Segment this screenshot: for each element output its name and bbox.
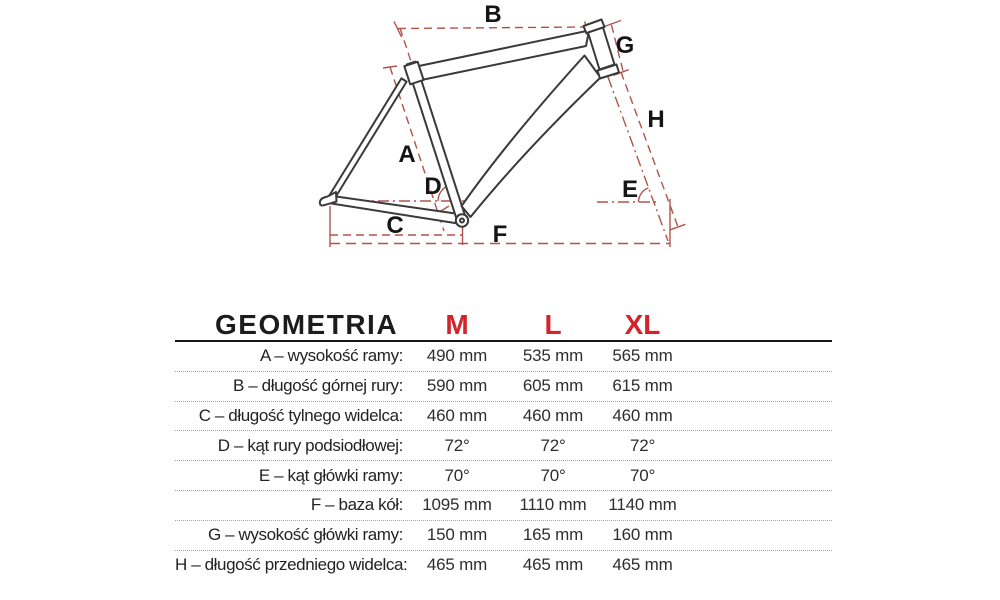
label-b: B xyxy=(484,1,502,28)
row-label: A – wysokość ramy: xyxy=(259,346,403,366)
row-value-xl: 160 mm xyxy=(612,525,673,545)
row-value-l: 70° xyxy=(540,465,566,485)
row-label: H – długość przedniego widelca: xyxy=(175,555,408,575)
table-row-c xyxy=(175,402,832,432)
frame-group xyxy=(320,20,619,227)
geometry-table-header xyxy=(175,310,832,342)
row-value-m: 70° xyxy=(444,465,470,485)
column-header-m: M xyxy=(445,309,469,340)
table-row-a xyxy=(175,342,832,372)
row-value-xl: 72° xyxy=(629,435,656,455)
dim-e-arc xyxy=(639,188,649,202)
column-header-l: L xyxy=(544,309,562,340)
head-tube xyxy=(588,28,615,70)
column-header-xl: XL xyxy=(624,309,661,340)
row-label: B – długość górnej rury: xyxy=(233,376,403,396)
row-value-l: 72° xyxy=(540,435,566,455)
row-label: E – kąt główki ramy: xyxy=(258,465,403,485)
row-value-l: 1110 mm xyxy=(519,495,587,515)
dim-a-tick-top xyxy=(383,66,397,68)
table-row-f xyxy=(175,491,832,521)
down-tube xyxy=(462,56,601,218)
geometry-table xyxy=(175,310,832,580)
row-label: F – baza kół: xyxy=(310,495,403,515)
fork-axis xyxy=(608,77,668,241)
row-value-l: 605 mm xyxy=(522,376,584,396)
table-title: GEOMETRIA xyxy=(215,309,399,340)
row-value-m: 150 mm xyxy=(426,525,488,545)
row-value-m: 460 mm xyxy=(426,405,488,425)
label-e: E xyxy=(621,176,639,203)
row-value-m: 1095 mm xyxy=(422,495,492,515)
label-h: H xyxy=(647,106,665,133)
row-value-xl: 70° xyxy=(629,465,656,485)
table-row-b xyxy=(175,372,832,402)
row-value-l: 535 mm xyxy=(522,346,584,366)
seat-axis-extension xyxy=(400,28,412,63)
table-row-g xyxy=(175,521,832,551)
label-a: A xyxy=(398,141,416,168)
label-g: G xyxy=(615,32,635,59)
top-tube xyxy=(417,31,590,81)
row-value-m: 490 mm xyxy=(426,346,488,366)
seat-stay xyxy=(329,78,406,198)
row-value-xl: 565 mm xyxy=(612,346,673,366)
label-f: F xyxy=(492,221,508,248)
row-value-m: 465 mm xyxy=(426,555,488,575)
row-value-xl: 460 mm xyxy=(612,405,673,425)
label-d: D xyxy=(424,173,442,200)
row-label: G – wysokość główki ramy: xyxy=(208,525,403,545)
table-row-e xyxy=(175,461,832,491)
row-value-xl: 465 mm xyxy=(612,555,673,575)
row-value-m: 590 mm xyxy=(426,376,488,396)
row-value-xl: 1140 mm xyxy=(608,495,677,515)
row-value-xl: 615 mm xyxy=(612,376,673,396)
row-label: C – długość tylnego widelca: xyxy=(198,405,403,425)
row-value-m: 72° xyxy=(444,435,470,455)
row-value-l: 465 mm xyxy=(522,555,584,575)
table-row-h xyxy=(175,551,832,581)
bottom-bracket-hole xyxy=(460,219,464,223)
label-c: C xyxy=(386,212,404,239)
row-value-l: 165 mm xyxy=(522,525,584,545)
row-label: D – kąt rury podsiodłowej: xyxy=(217,435,403,455)
table-row-d xyxy=(175,431,832,461)
row-value-l: 460 mm xyxy=(522,405,584,425)
